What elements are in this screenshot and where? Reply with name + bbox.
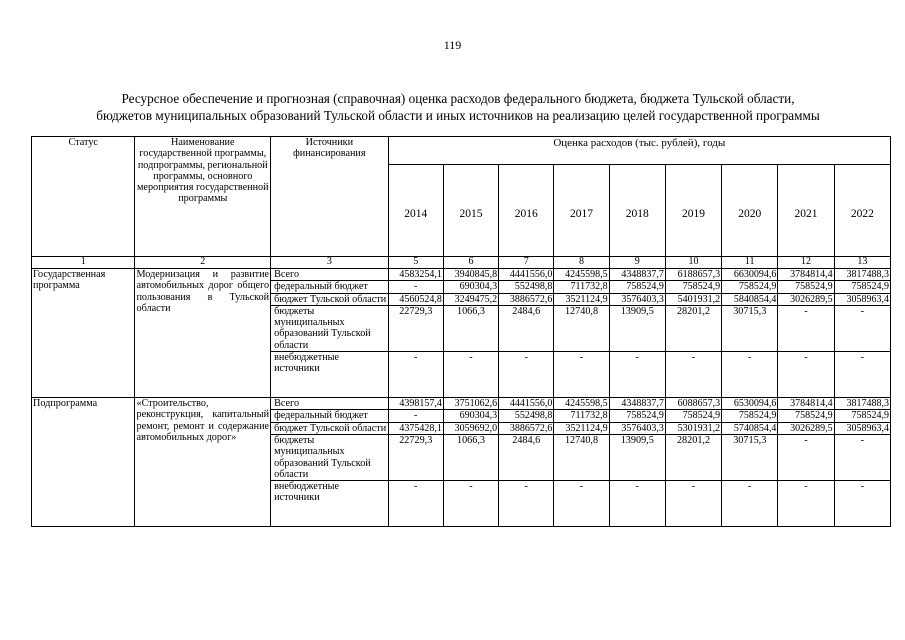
source-label: бюджет Тульской области bbox=[271, 293, 389, 305]
value-cell: - bbox=[443, 352, 498, 398]
value-cell: 690304,3 bbox=[443, 410, 498, 422]
value-cell: 2484,6 bbox=[499, 434, 554, 480]
year-2015: 2015 bbox=[443, 165, 498, 257]
year-2017: 2017 bbox=[554, 165, 609, 257]
value-cell: 5740854,4 bbox=[722, 422, 778, 434]
value-cell: - bbox=[388, 410, 443, 422]
value-cell: - bbox=[499, 481, 554, 527]
section-status: Подпрограмма bbox=[32, 398, 135, 527]
document-title bbox=[28, 90, 888, 124]
source-label: бюджеты муниципальных образований Тульской области bbox=[271, 434, 389, 480]
value-cell: 758524,9 bbox=[665, 281, 721, 293]
value-cell: 3058963,4 bbox=[834, 422, 890, 434]
value-cell: 13909,5 bbox=[609, 305, 665, 351]
header-estimate: Оценка расходов (тыс. рублей), годы bbox=[388, 137, 890, 165]
value-cell: - bbox=[834, 305, 890, 351]
value-cell: - bbox=[778, 481, 834, 527]
value-cell: - bbox=[609, 481, 665, 527]
value-cell: 5301931,2 bbox=[665, 422, 721, 434]
section-name: Модернизация и развитие автомобильных дорог общего пользования в Тульской области bbox=[135, 269, 271, 398]
value-cell: - bbox=[834, 481, 890, 527]
value-cell: 1066,3 bbox=[443, 434, 498, 480]
value-cell: 4560524,8 bbox=[388, 293, 443, 305]
source-label: бюджет Тульской области bbox=[271, 422, 389, 434]
value-cell: 4245598,5 bbox=[554, 398, 609, 410]
col-number: 2 bbox=[135, 257, 271, 269]
value-cell: - bbox=[778, 352, 834, 398]
value-cell: 4398157,4 bbox=[388, 398, 443, 410]
value-cell: - bbox=[778, 434, 834, 480]
col-number: 6 bbox=[443, 257, 498, 269]
source-label: Всего bbox=[271, 269, 389, 281]
value-cell: 3521124,9 bbox=[554, 422, 609, 434]
source-label: внебюджетные источники bbox=[271, 352, 389, 398]
value-cell: 3576403,3 bbox=[609, 293, 665, 305]
title-line-2: бюджетов муниципальных образований Тульской области и иных источников на реализацию целей государственной программы bbox=[96, 108, 820, 123]
value-cell: 758524,9 bbox=[778, 281, 834, 293]
value-cell: 3940845,8 bbox=[443, 269, 498, 281]
value-cell: 758524,9 bbox=[778, 410, 834, 422]
value-cell: 3784814,4 bbox=[778, 269, 834, 281]
section-name: «Строительство, реконструкция, капитальный ремонт, ремонт и содержание автомобильных дорог» bbox=[135, 398, 271, 527]
col-number: 1 bbox=[32, 257, 135, 269]
value-cell: 3521124,9 bbox=[554, 293, 609, 305]
value-cell: - bbox=[609, 352, 665, 398]
value-cell: 13909,5 bbox=[609, 434, 665, 480]
year-2018: 2018 bbox=[609, 165, 665, 257]
value-cell: 552498,8 bbox=[499, 410, 554, 422]
value-cell: 3817488,3 bbox=[834, 269, 890, 281]
value-cell: 22729,3 bbox=[388, 305, 443, 351]
col-number: 11 bbox=[722, 257, 778, 269]
column-number-row bbox=[32, 257, 891, 269]
budget-table bbox=[31, 136, 891, 527]
value-cell: - bbox=[722, 352, 778, 398]
title-line-1: Ресурсное обеспечение и прогнозная (справочная) оценка расходов федерального бюджета, бюджета Тульской области, bbox=[121, 91, 795, 106]
value-cell: 5840854,4 bbox=[722, 293, 778, 305]
value-cell: 6188657,3 bbox=[665, 269, 721, 281]
value-cell: 3886572,6 bbox=[499, 422, 554, 434]
value-cell: 4245598,5 bbox=[554, 269, 609, 281]
value-cell: 3026289,5 bbox=[778, 293, 834, 305]
year-2014: 2014 bbox=[388, 165, 443, 257]
value-cell: 22729,3 bbox=[388, 434, 443, 480]
value-cell: 4583254,1 bbox=[388, 269, 443, 281]
year-2020: 2020 bbox=[722, 165, 778, 257]
value-cell: 690304,3 bbox=[443, 281, 498, 293]
year-2021: 2021 bbox=[778, 165, 834, 257]
value-cell: 4441556,0 bbox=[499, 398, 554, 410]
header-row-1 bbox=[32, 137, 891, 165]
col-number: 12 bbox=[778, 257, 834, 269]
value-cell: 1066,3 bbox=[443, 305, 498, 351]
col-number: 3 bbox=[271, 257, 389, 269]
value-cell: 758524,9 bbox=[722, 281, 778, 293]
value-cell: - bbox=[499, 352, 554, 398]
value-cell: 28201,2 bbox=[665, 305, 721, 351]
source-label: бюджеты муниципальных образований Тульской области bbox=[271, 305, 389, 351]
value-cell: - bbox=[554, 481, 609, 527]
header-name: Наименование государственной программы, подпрограммы, региональной программы, основного мероприятия государственной программы bbox=[135, 137, 271, 257]
value-cell: - bbox=[665, 481, 721, 527]
table-row bbox=[32, 269, 891, 281]
value-cell: - bbox=[665, 352, 721, 398]
value-cell: 5401931,2 bbox=[665, 293, 721, 305]
value-cell: - bbox=[778, 305, 834, 351]
year-2019: 2019 bbox=[665, 165, 721, 257]
value-cell: 3249475,2 bbox=[443, 293, 498, 305]
value-cell: - bbox=[443, 481, 498, 527]
value-cell: - bbox=[722, 481, 778, 527]
source-label: Всего bbox=[271, 398, 389, 410]
value-cell: 2484,6 bbox=[499, 305, 554, 351]
col-number: 5 bbox=[388, 257, 443, 269]
source-label: федеральный бюджет bbox=[271, 410, 389, 422]
value-cell: 4348837,7 bbox=[609, 398, 665, 410]
value-cell: 758524,9 bbox=[834, 281, 890, 293]
value-cell: 6088657,3 bbox=[665, 398, 721, 410]
page-number: 119 bbox=[443, 38, 462, 52]
value-cell: - bbox=[834, 352, 890, 398]
year-2022: 2022 bbox=[834, 165, 890, 257]
col-number: 9 bbox=[609, 257, 665, 269]
value-cell: 3784814,4 bbox=[778, 398, 834, 410]
value-cell: 3886572,6 bbox=[499, 293, 554, 305]
value-cell: 711732,8 bbox=[554, 281, 609, 293]
year-2016: 2016 bbox=[499, 165, 554, 257]
value-cell: 4441556,0 bbox=[499, 269, 554, 281]
value-cell: 758524,9 bbox=[834, 410, 890, 422]
header-sources: Источники финансирования bbox=[271, 137, 389, 257]
value-cell: 6530094,6 bbox=[722, 398, 778, 410]
col-number: 8 bbox=[554, 257, 609, 269]
value-cell: - bbox=[554, 352, 609, 398]
header-status: Статус bbox=[32, 137, 135, 257]
col-number: 10 bbox=[665, 257, 721, 269]
table-row bbox=[32, 398, 891, 410]
col-number: 7 bbox=[499, 257, 554, 269]
source-label: внебюджетные источники bbox=[271, 481, 389, 527]
value-cell: - bbox=[834, 434, 890, 480]
value-cell: - bbox=[388, 481, 443, 527]
value-cell: 758524,9 bbox=[609, 281, 665, 293]
col-number: 13 bbox=[834, 257, 890, 269]
value-cell: 3751062,6 bbox=[443, 398, 498, 410]
value-cell: 758524,9 bbox=[722, 410, 778, 422]
value-cell: 711732,8 bbox=[554, 410, 609, 422]
source-label: федеральный бюджет bbox=[271, 281, 389, 293]
value-cell: 30715,3 bbox=[722, 434, 778, 480]
value-cell: 552498,8 bbox=[499, 281, 554, 293]
value-cell: 6630094,6 bbox=[722, 269, 778, 281]
value-cell: 3026289,5 bbox=[778, 422, 834, 434]
value-cell: 12740,8 bbox=[554, 305, 609, 351]
value-cell: 30715,3 bbox=[722, 305, 778, 351]
value-cell: 4348837,7 bbox=[609, 269, 665, 281]
value-cell: 4375428,1 bbox=[388, 422, 443, 434]
value-cell: - bbox=[388, 281, 443, 293]
value-cell: 3817488,3 bbox=[834, 398, 890, 410]
value-cell: 758524,9 bbox=[665, 410, 721, 422]
value-cell: 3059692,0 bbox=[443, 422, 498, 434]
value-cell: 758524,9 bbox=[609, 410, 665, 422]
value-cell: 3058963,4 bbox=[834, 293, 890, 305]
value-cell: 28201,2 bbox=[665, 434, 721, 480]
section-status: Государственная программа bbox=[32, 269, 135, 398]
value-cell: 3576403,3 bbox=[609, 422, 665, 434]
value-cell: - bbox=[388, 352, 443, 398]
value-cell: 12740,8 bbox=[554, 434, 609, 480]
